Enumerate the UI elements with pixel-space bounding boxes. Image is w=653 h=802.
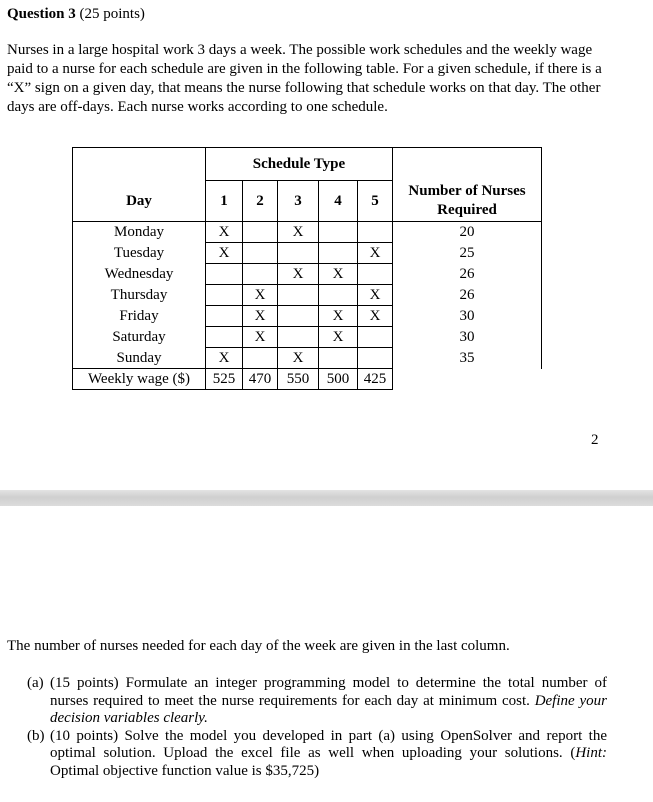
question-points: (25 points) <box>79 6 145 22</box>
day-cell: Saturday <box>73 327 206 348</box>
part-text <box>50 675 607 728</box>
mark-cell: X <box>243 306 278 327</box>
mark-cell: X <box>319 264 358 285</box>
schedule-table <box>72 147 542 390</box>
part-b <box>27 728 607 781</box>
nurses-header-cell-top <box>393 148 542 181</box>
intro-paragraph <box>7 41 643 117</box>
mark-cell <box>358 222 393 243</box>
wage-cell: 500 <box>319 369 358 390</box>
intro-line: days are off-days. Each nurse works according to one schedule. <box>7 99 388 115</box>
mark-cell: X <box>358 285 393 306</box>
part-b-hint: Hint: <box>575 745 607 761</box>
intro-line: paid to a nurse for each schedule are given in the following table. For a given schedule, if there is a <box>7 61 602 77</box>
mark-cell <box>319 348 358 369</box>
part-text <box>50 728 607 781</box>
mark-cell: X <box>243 285 278 306</box>
schedule-number: 5 <box>358 181 393 222</box>
table-row <box>73 222 542 243</box>
mark-cell: X <box>358 243 393 264</box>
day-cell: Tuesday <box>73 243 206 264</box>
intro-line: “X” sign on a given day, that means the nurse following that schedule works on that day. The other <box>7 80 601 96</box>
mark-cell: X <box>206 243 243 264</box>
wage-cell: 425 <box>358 369 393 390</box>
mark-cell <box>278 327 319 348</box>
part-a-italic: Define your decision variables clearly. <box>50 692 607 726</box>
mark-cell <box>278 285 319 306</box>
schedule-type-header: Schedule Type <box>206 148 393 181</box>
wage-row <box>73 369 542 390</box>
mark-cell: X <box>278 222 319 243</box>
mark-cell <box>243 222 278 243</box>
mark-cell: X <box>319 327 358 348</box>
day-cell: Wednesday <box>73 264 206 285</box>
required-cell: 20 <box>393 222 542 243</box>
nurses-header-line1: Number of Nurses <box>408 182 526 199</box>
table-row <box>73 327 542 348</box>
mark-cell <box>358 348 393 369</box>
wage-cell: 550 <box>278 369 319 390</box>
nurses-required-header <box>393 181 542 222</box>
mark-cell <box>278 243 319 264</box>
mark-cell <box>243 264 278 285</box>
mark-cell <box>206 285 243 306</box>
wage-cell: 470 <box>243 369 278 390</box>
page-number: 2 <box>591 432 599 448</box>
required-cell: 35 <box>393 348 542 369</box>
mark-cell: X <box>206 222 243 243</box>
nurses-header-line2: Required <box>437 201 497 218</box>
mark-cell: X <box>278 348 319 369</box>
mark-cell <box>243 243 278 264</box>
required-cell: 26 <box>393 285 542 306</box>
part-b-text: (10 points) Solve the model you developed in part (a) using OpenSolver and report the optimal solution. Upload the excel file as well when uploading your solutions. ( <box>50 727 607 761</box>
mark-cell: X <box>243 327 278 348</box>
part-label: (a) <box>27 675 44 691</box>
question-heading <box>7 6 145 23</box>
mark-cell <box>319 243 358 264</box>
mark-cell <box>206 306 243 327</box>
page-separator <box>0 490 653 506</box>
table-row <box>73 348 542 369</box>
schedule-number: 2 <box>243 181 278 222</box>
mark-cell <box>319 222 358 243</box>
mark-cell <box>358 264 393 285</box>
mark-cell: X <box>206 348 243 369</box>
nurses-needed-sentence: The number of nurses needed for each day of the week are given in the last column. <box>7 638 510 654</box>
mark-cell <box>206 327 243 348</box>
mark-cell <box>278 306 319 327</box>
empty-cell <box>393 369 542 390</box>
schedule-number: 4 <box>319 181 358 222</box>
wage-cell: 525 <box>206 369 243 390</box>
table-row <box>73 285 542 306</box>
mark-cell <box>243 348 278 369</box>
mark-cell: X <box>358 306 393 327</box>
mark-cell <box>358 327 393 348</box>
day-cell: Thursday <box>73 285 206 306</box>
required-cell: 30 <box>393 306 542 327</box>
schedule-number: 1 <box>206 181 243 222</box>
question-title: Question 3 <box>7 6 76 22</box>
day-header-cell-top <box>73 148 206 181</box>
question-parts <box>27 675 607 780</box>
day-header: Day <box>73 181 206 222</box>
part-label: (b) <box>27 727 45 744</box>
mark-cell: X <box>319 306 358 327</box>
required-cell: 30 <box>393 327 542 348</box>
part-a-text: (15 points) Formulate an integer programming model to determine the total number of nurses required to meet the nurse requirements for each day at minimum cost. <box>50 675 607 709</box>
required-cell: 26 <box>393 264 542 285</box>
mark-cell <box>319 285 358 306</box>
mark-cell <box>206 264 243 285</box>
part-a <box>27 675 607 728</box>
intro-line: Nurses in a large hospital work 3 days a week. The possible work schedules and the weekly wage <box>7 42 593 58</box>
day-cell: Monday <box>73 222 206 243</box>
table-row <box>73 306 542 327</box>
day-cell: Friday <box>73 306 206 327</box>
part-b-text-after: Optimal objective function value is $35,725) <box>50 762 320 779</box>
day-cell: Sunday <box>73 348 206 369</box>
required-cell: 25 <box>393 243 542 264</box>
mark-cell: X <box>278 264 319 285</box>
table-row <box>73 243 542 264</box>
schedule-number: 3 <box>278 181 319 222</box>
wage-label: Weekly wage ($) <box>73 369 206 390</box>
table-row <box>73 264 542 285</box>
